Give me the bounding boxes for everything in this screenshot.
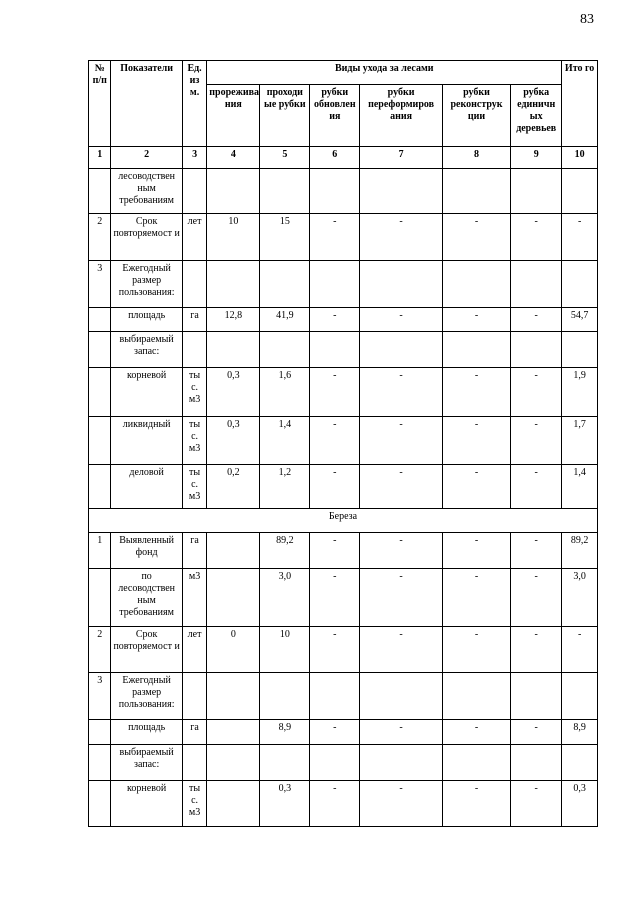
row-value: 89,2: [562, 533, 598, 569]
row-value: -: [442, 569, 510, 627]
row-label: корневой: [111, 368, 182, 417]
row-value: [562, 332, 598, 368]
row-value: -: [360, 533, 443, 569]
row-value: [511, 169, 562, 214]
row-value: -: [511, 720, 562, 745]
row-value: -: [442, 781, 510, 827]
header-type-reformation: рубки переформиров ания: [360, 85, 443, 147]
row-value: [310, 745, 360, 781]
row-value: -: [442, 214, 510, 261]
row-value: 3,0: [260, 569, 310, 627]
table-row: [89, 745, 598, 781]
row-label: площадь: [111, 720, 182, 745]
row-value: [562, 261, 598, 308]
row-value: [360, 673, 443, 720]
row-value: -: [310, 417, 360, 465]
table-row: [89, 417, 598, 465]
table-row: [89, 627, 598, 673]
row-label: деловой: [111, 465, 182, 509]
row-value: 10: [207, 214, 260, 261]
row-value: -: [442, 308, 510, 332]
row-num: 2: [89, 214, 111, 261]
row-unit: ты с. м3: [182, 465, 206, 509]
row-value: 10: [260, 627, 310, 673]
row-value: 1,7: [562, 417, 598, 465]
row-value: -: [310, 569, 360, 627]
table-section: [89, 509, 598, 533]
row-value: -: [310, 627, 360, 673]
row-value: [360, 745, 443, 781]
row-unit: [182, 332, 206, 368]
column-number-row: [89, 147, 598, 169]
row-unit: ты с. м3: [182, 781, 206, 827]
row-value: [207, 261, 260, 308]
row-value: [562, 673, 598, 720]
row-unit: [182, 745, 206, 781]
header-type-reconstruction: рубки реконструк ции: [442, 85, 510, 147]
page-number: 83: [580, 12, 594, 27]
table-row: [89, 673, 598, 720]
table-row: [89, 308, 598, 332]
header-group: Виды ухода за лесами: [207, 61, 562, 85]
row-value: -: [310, 368, 360, 417]
row-value: 1,2: [260, 465, 310, 509]
row-unit: га: [182, 308, 206, 332]
row-value: [511, 332, 562, 368]
row-value: 0,2: [207, 465, 260, 509]
table-row: [89, 465, 598, 509]
row-value: [207, 169, 260, 214]
row-label: Выявленный фонд: [111, 533, 182, 569]
row-value: [260, 745, 310, 781]
row-num: [89, 417, 111, 465]
row-label: по лесоводствен ным требованиям: [111, 569, 182, 627]
row-value: [260, 169, 310, 214]
row-value: -: [310, 720, 360, 745]
header-type-thinning: прорежива ния: [207, 85, 260, 147]
row-value: [310, 261, 360, 308]
row-value: -: [442, 533, 510, 569]
row-value: 41,9: [260, 308, 310, 332]
row-value: -: [562, 627, 598, 673]
row-value: -: [360, 308, 443, 332]
row-label: лесоводствен ным требованиям: [111, 169, 182, 214]
header-type-passage: проходи ые рубки: [260, 85, 310, 147]
table-row: [89, 720, 598, 745]
col-number: 6: [310, 147, 360, 169]
col-number: 9: [511, 147, 562, 169]
row-value: 0,3: [207, 368, 260, 417]
row-unit: [182, 673, 206, 720]
row-value: 8,9: [562, 720, 598, 745]
header-type-renewal: рубки обновлен ия: [310, 85, 360, 147]
header-unit: Ед. из м.: [182, 61, 206, 147]
row-num: [89, 465, 111, 509]
row-label: Ежегодный размер пользования:: [111, 673, 182, 720]
section-title: Береза: [89, 509, 598, 533]
row-value: [442, 673, 510, 720]
row-label: площадь: [111, 308, 182, 332]
table-row: [89, 169, 598, 214]
row-value: -: [360, 465, 443, 509]
row-value: [360, 261, 443, 308]
col-number: 8: [442, 147, 510, 169]
row-value: -: [562, 214, 598, 261]
row-unit: ты с. м3: [182, 368, 206, 417]
row-value: 1,9: [562, 368, 598, 417]
row-value: -: [360, 569, 443, 627]
row-num: [89, 569, 111, 627]
row-value: -: [511, 214, 562, 261]
row-value: [442, 169, 510, 214]
row-value: 15: [260, 214, 310, 261]
row-value: [511, 673, 562, 720]
row-value: [207, 569, 260, 627]
row-value: -: [360, 417, 443, 465]
row-value: -: [310, 308, 360, 332]
table-body-top: [89, 169, 598, 509]
row-value: 0,3: [260, 781, 310, 827]
row-value: -: [511, 569, 562, 627]
table-row: [89, 332, 598, 368]
row-value: 54,7: [562, 308, 598, 332]
row-unit: лет: [182, 627, 206, 673]
col-number: 3: [182, 147, 206, 169]
row-value: [442, 745, 510, 781]
row-value: [260, 261, 310, 308]
col-number: 4: [207, 147, 260, 169]
row-value: 12,8: [207, 308, 260, 332]
row-unit: [182, 261, 206, 308]
row-value: [260, 332, 310, 368]
header-indicator: Показатели: [111, 61, 182, 147]
col-number: 5: [260, 147, 310, 169]
row-value: 1,6: [260, 368, 310, 417]
col-number: 1: [89, 147, 111, 169]
header-type-single-trees: рубка единичн ых деревьев: [511, 85, 562, 147]
row-value: -: [511, 533, 562, 569]
table-row: [89, 368, 598, 417]
row-label: Ежегодный размер пользования:: [111, 261, 182, 308]
row-label: выбираемый запас:: [111, 745, 182, 781]
row-value: 89,2: [260, 533, 310, 569]
row-value: [260, 673, 310, 720]
row-value: -: [511, 465, 562, 509]
row-num: [89, 368, 111, 417]
row-value: -: [310, 781, 360, 827]
row-unit: га: [182, 720, 206, 745]
row-value: -: [310, 465, 360, 509]
row-value: -: [442, 720, 510, 745]
row-label: корневой: [111, 781, 182, 827]
row-value: [207, 673, 260, 720]
row-value: 3,0: [562, 569, 598, 627]
row-num: 1: [89, 533, 111, 569]
row-value: -: [360, 368, 443, 417]
row-value: [310, 332, 360, 368]
row-num: [89, 745, 111, 781]
row-unit: лет: [182, 214, 206, 261]
row-label: Срок повторяемост и: [111, 214, 182, 261]
table-row: [89, 533, 598, 569]
row-unit: ты с. м3: [182, 417, 206, 465]
row-value: -: [442, 627, 510, 673]
row-value: [207, 745, 260, 781]
row-value: [562, 169, 598, 214]
row-label: Срок повторяемост и: [111, 627, 182, 673]
row-value: [207, 533, 260, 569]
row-value: -: [511, 368, 562, 417]
row-value: -: [360, 781, 443, 827]
row-value: [511, 261, 562, 308]
row-value: 0: [207, 627, 260, 673]
row-label: ликвидный: [111, 417, 182, 465]
row-value: -: [360, 720, 443, 745]
table-row: [89, 214, 598, 261]
row-unit: м3: [182, 569, 206, 627]
row-num: [89, 781, 111, 827]
row-num: [89, 169, 111, 214]
row-unit: га: [182, 533, 206, 569]
row-value: 8,9: [260, 720, 310, 745]
row-value: [207, 781, 260, 827]
row-num: 2: [89, 627, 111, 673]
col-number: 10: [562, 147, 598, 169]
row-value: [310, 169, 360, 214]
col-number: 7: [360, 147, 443, 169]
header-num: № п/п: [89, 61, 111, 147]
row-value: 0,3: [562, 781, 598, 827]
row-value: -: [360, 627, 443, 673]
row-value: -: [511, 417, 562, 465]
row-unit: [182, 169, 206, 214]
row-value: 0,3: [207, 417, 260, 465]
row-value: 1,4: [260, 417, 310, 465]
row-num: [89, 308, 111, 332]
row-value: -: [511, 781, 562, 827]
table-body-bottom: [89, 533, 598, 827]
row-value: -: [310, 533, 360, 569]
table-row: [89, 569, 598, 627]
row-value: -: [511, 308, 562, 332]
row-value: -: [442, 417, 510, 465]
row-num: [89, 332, 111, 368]
row-num: [89, 720, 111, 745]
row-num: 3: [89, 261, 111, 308]
row-value: -: [310, 214, 360, 261]
row-value: [207, 332, 260, 368]
row-label: выбираемый запас:: [111, 332, 182, 368]
row-value: -: [442, 465, 510, 509]
row-value: [562, 745, 598, 781]
row-value: [310, 673, 360, 720]
row-value: -: [442, 368, 510, 417]
row-value: [360, 169, 443, 214]
row-value: [207, 720, 260, 745]
row-value: [360, 332, 443, 368]
table-row: [89, 261, 598, 308]
row-value: 1,4: [562, 465, 598, 509]
row-value: [442, 332, 510, 368]
header-total: Ито го: [562, 61, 598, 147]
table-row: [89, 781, 598, 827]
col-number: 2: [111, 147, 182, 169]
row-value: -: [360, 214, 443, 261]
row-value: [511, 745, 562, 781]
forest-care-table: [88, 60, 598, 827]
row-num: 3: [89, 673, 111, 720]
row-value: -: [511, 627, 562, 673]
row-value: [442, 261, 510, 308]
